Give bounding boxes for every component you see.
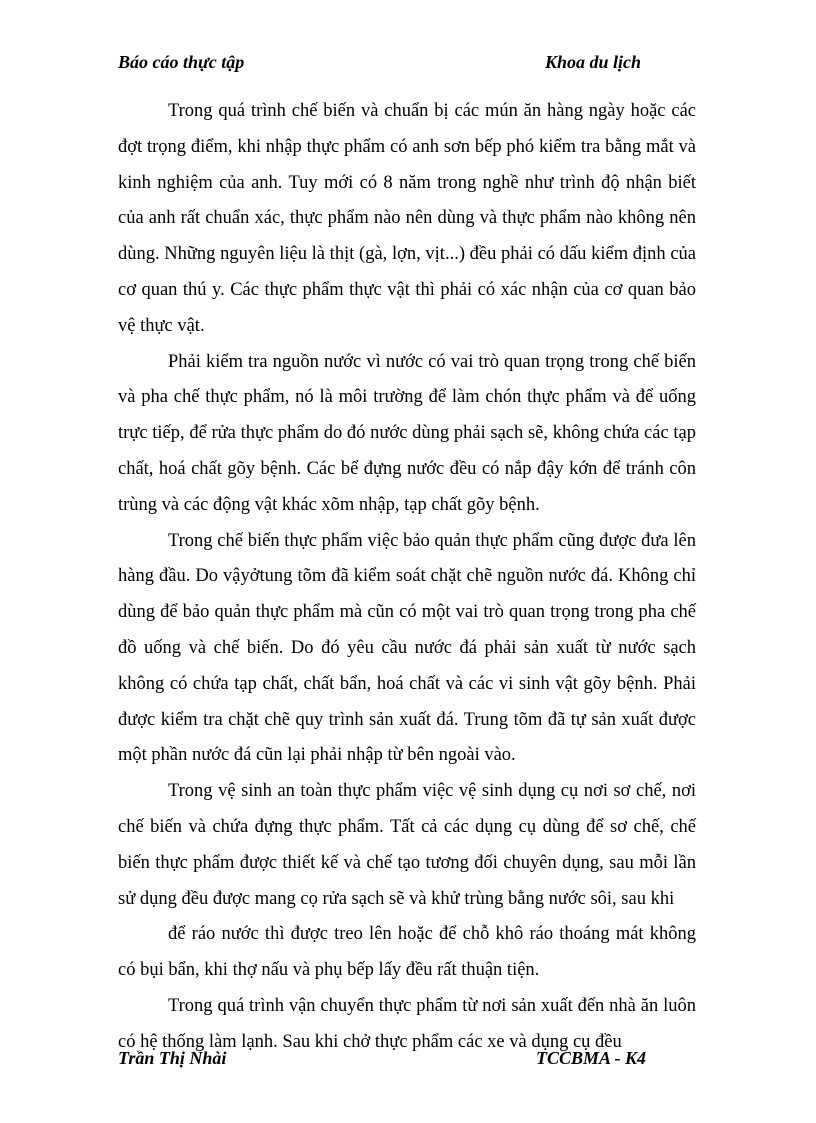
paragraph: Trong vệ sinh an toàn thực phẩm việc vệ sinh dụng cụ nơi sơ chế, nơi chế biến và chứa đựng thực phẩm. Tất cả các dụng cụ dùng để sơ chế, chế biến thực phẩm được thiết kế và chế tạo tương đối chuyên dụng, sau mỗi lần sử dụng đều được mang cọ rửa sạch sẽ và khử trùng bằng nước sôi, sau khi bbox=[118, 781, 696, 909]
header-faculty: Khoa du lịch bbox=[545, 52, 642, 72]
paragraph: Trong quá trình chế biến và chuẩn bị các mún ăn hàng ngày hoặc các đợt trọng điểm, khi nhập thực phẩm có anh sơn bếp phó kiểm tra bằng mắt và kinh nghiệm của anh. Tuy mới có 8 năm trong nghề như trình độ nhận biết của anh rất chuẩn xác, thực phẩm nào nên dùng và thực phẩm nào không nên dùng. Những nguyên liệu là thịt (gà, lợn, vịt...) đều phải có dấu kiểm định của cơ quan thú y. Các thực phẩm thực vật thì phải có xác nhận của cơ quan bảo vệ thực vật. bbox=[118, 101, 696, 336]
footer-class: TCCBMA - K4 bbox=[536, 1048, 647, 1068]
header-report-title: Báo cáo thực tập bbox=[118, 52, 245, 72]
document-body bbox=[118, 94, 696, 1061]
paragraph: Phải kiểm tra nguồn nước vì nước có vai trò quan trọng trong chế biến và pha chế thực phẩm, nó là môi trường để làm chón thực phẩm và để uống trực tiếp, để rửa thực phẩm do đó nước dùng phải sạch sẽ, không chứa các tạp chất, hoá chất gõy bệnh. Các bể đựng nước đều có nắp đậy kớn để tránh côn trùng và các động vật khác xõm nhập, tạp chất gõy bệnh. bbox=[118, 351, 696, 515]
paragraph: Trong quá trình vận chuyển thực phẩm từ nơi sản xuất đến nhà ăn luôn có hệ thống làm lạnh. Sau khi chở thực phẩm các xe và dụng cụ đều bbox=[118, 995, 696, 1052]
paragraph: Trong chế biến thực phẩm việc bảo quản thực phẩm cũng được đưa lên hàng đầu. Do vậyởtung tõm đã kiểm soát chặt chẽ nguồn nước đá. Không chỉ dùng để bảo quản thực phẩm mà cũn có một vai trò quan trọng trong pha chế đồ uống và chế biến. Do đó yêu cầu nước đá phải sản xuất từ nước sạch không có chứa tạp chất, chất bẩn, hoá chất và các vi sinh vật gõy bệnh. Phải được kiểm tra chặt chẽ quy trình sản xuất đá. Trung tõm đã tự sản xuất được một phần nước đá cũn lại phải nhập từ bên ngoài vào. bbox=[118, 530, 696, 766]
paragraph-continuation: để ráo nước thì được treo lên hoặc để chỗ khô ráo thoáng mát không có bụi bẩn, khi thợ nấu và phụ bếp lấy đều rất thuận tiện. bbox=[118, 924, 696, 981]
footer-author: Trần Thị Nhài bbox=[118, 1048, 227, 1068]
